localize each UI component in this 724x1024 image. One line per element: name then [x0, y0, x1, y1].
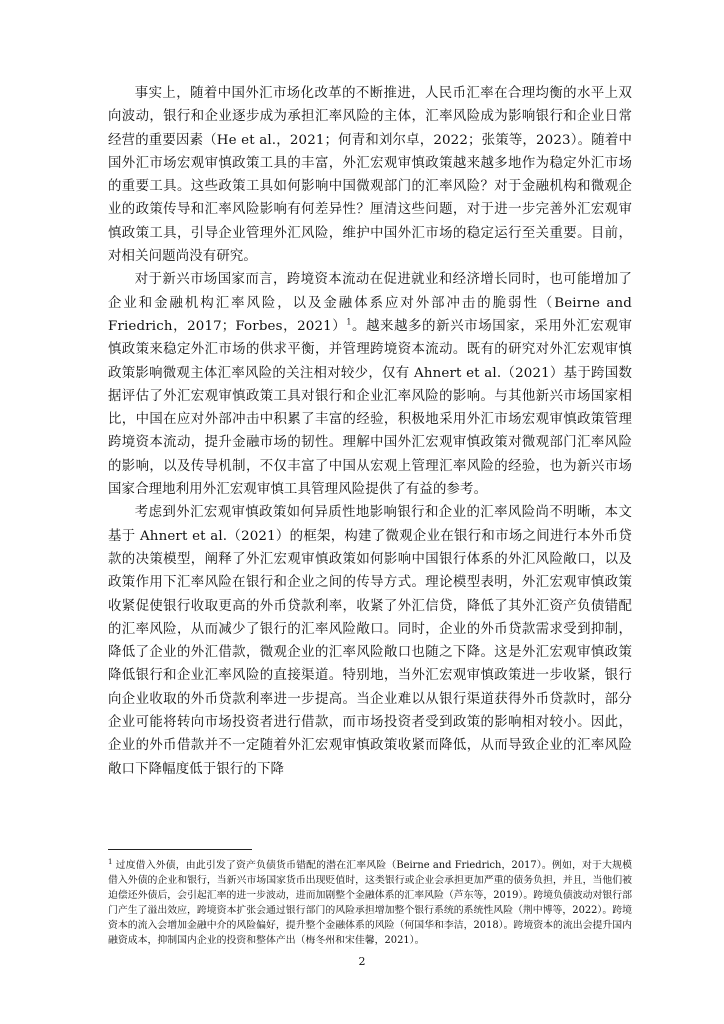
paragraph-2: [108, 268, 632, 501]
page-number: 2: [358, 955, 366, 968]
paragraph-2-part-1: 对于新兴市场国家而言，跨境资本流动在促进就业和经济增长同时，也可能增加了企业和金融机构汇率风险，以及金融体系应对外部冲击的脆弱性（Beirne and Friedrich，2017；Forbes，2021）: [108, 272, 632, 334]
paragraph-2-part-2: 。越来越多的新兴市场国家，采用外汇宏观审慎政策来稳定外汇市场的供求平衡，并管理跨境资本流动。既有的研究对外汇宏观审慎政策影响微观主体汇率风险的关注相对较少，仅有 Ahnert et al.（2021）基于跨国数据评估了外汇宏观审慎政策工具对银行和企业汇率风险的影响。与其他新兴市场国家相比，中国在应对外部冲击中积累了丰富的经验，积极地采用外汇市场宏观审慎政策管理跨境资本流动，提升金融市场的韧性。理解中国外汇宏观审慎政策对微观部门汇率风险的影响，以及传导机制，不仅丰富了中国从宏观上管理汇率风险的经验，也为新兴市场国家合理地利用外汇宏观审慎工具管理风险提供了有益的参考。: [108, 318, 633, 498]
footnote-divider: [108, 849, 252, 850]
footnote: [108, 858, 632, 948]
footnote-text: 过度借入外债，由此引发了资产负债货币错配的潜在汇率风险（Beirne and Friedrich，2017）。例如，对于大规模借入外债的企业和银行，当新兴市场国家货币出现贬值时，这类银行或企业会承担更加严重的债务负担，并且，当他们被迫偿还外债后，会引起汇率的进一步波动，进而加剧整个金融体系的汇率风险（芦东等，2019）。跨境负债波动对银行部门产生了溢出效应，跨境资本扩张会通过银行部门的风险承担增加整个银行系统的系统性风险（荆中博等，2022）。跨境资本的流入会增加金融中介的风险偏好，提升整个金融体系的风险（何国华和李洁，2018）。跨境资本的流出会提升国内融资成本，抑制国内企业的投资和整体产出（梅冬州和宋佳馨，2021）。: [108, 860, 632, 946]
body-text: [108, 82, 632, 781]
footnote-paragraph: [108, 858, 632, 948]
paragraph-3: 考虑到外汇宏观审慎政策如何异质性地影响银行和企业的汇率风险尚不明晰，本文基于 Ahnert et al.（2021）的框架，构建了微观企业在银行和市场之间进行本外币贷款的决策模型，阐释了外汇宏观审慎政策如何影响中国银行体系的外汇风险敞口，以及政策作用下汇率风险在银行和企业之间的传导方式。理论模型表明，外汇宏观审慎政策收紧促使银行收取更高的外币贷款利率，收紧了外汇信贷，降低了其外汇资产负债错配的汇率风险，从而减少了银行的汇率风险敞口。同时，企业的外币贷款需求受到抑制，降低了企业的外汇借款，微观企业的汇率风险敞口也随之下降。这是外汇宏观审慎政策降低银行和企业汇率风险的直接渠道。特别地，当外汇宏观审慎政策进一步收紧，银行向企业收取的外币贷款利率进一步提高。当企业难以从银行渠道获得外币贷款时，部分企业可能将转向市场投资者进行借款，而市场投资者受到政策的影响相对较小。因此，企业的外币借款并不一定随着外汇宏观审慎政策收紧而降低，从而导致企业的汇率风险敞口下降幅度低于银行的下降: [108, 505, 632, 777]
footnote-mark: 1: [108, 857, 113, 866]
footnote-reference: 1: [346, 317, 352, 327]
paragraph-1: 事实上，随着中国外汇市场化改革的不断推进，人民币汇率在合理均衡的水平上双向波动，银行和企业逐步成为承担汇率风险的主体，汇率风险成为影响银行和企业日常经营的重要因素（He et al.，2021；何青和刘尔卓，2022；张策等，2023）。随着中国外汇市场宏观审慎政策工具的丰富，外汇宏观审慎政策越来越多地作为稳定外汇市场的重要工具。这些政策工具如何影响中国微观部门的汇率风险？对于金融机构和微观企业的政策传导和汇率风险影响有何差异性？厘清这些问题，对于进一步完善外汇宏观审慎政策工具，引导企业管理外汇风险，维护中国外汇市场的稳定运行至关重要。目前，对相关问题尚没有研究。: [108, 86, 632, 265]
